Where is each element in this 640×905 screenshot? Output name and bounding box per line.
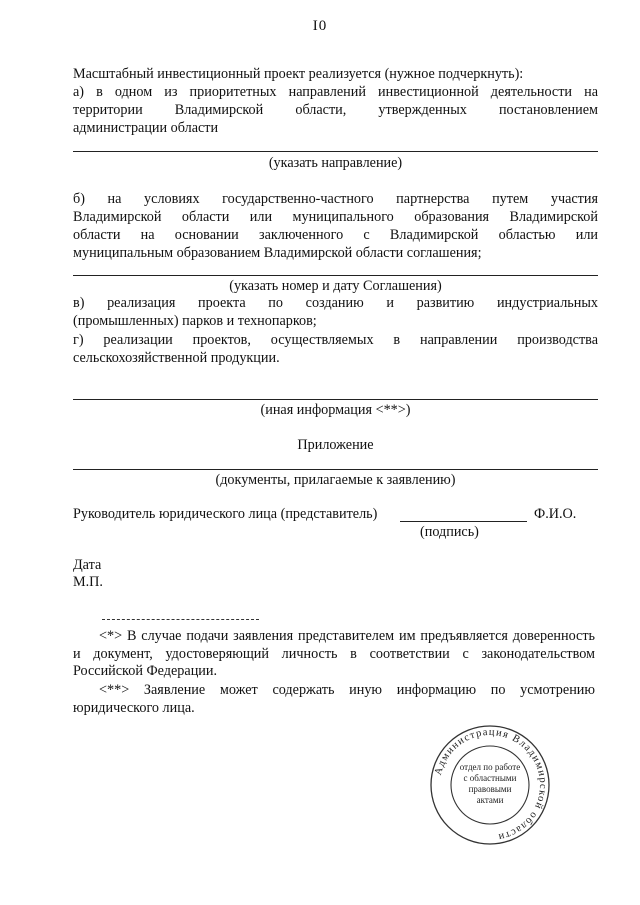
item-v-line-2: (промышленных) парков и технопарков;: [73, 313, 317, 329]
item-b-line-4: муниципальным образованием Владимирской области соглашения;: [73, 245, 482, 261]
stamp-center-line-3: правовыми: [468, 784, 512, 794]
direction-underline: [73, 151, 598, 152]
item-b-line-3: области на основании заключенного с Владимирской областью или: [73, 227, 598, 243]
agreement-caption: (указать номер и дату Соглашения): [229, 278, 442, 294]
item-a-line-1: а) в одном из приоритетных направлений инвестиционной деятельности на: [73, 84, 598, 100]
signature-caption: (подпись): [420, 524, 479, 540]
footnote-2: <**> Заявление может содержать иную информацию по усмотрению юридического лица.: [73, 682, 595, 716]
date-label: Дата: [73, 557, 102, 573]
stamp-center-line-1: отдел по работе: [459, 762, 521, 772]
documents-underline: [73, 469, 598, 470]
stamp-center-line-2: с областными: [463, 773, 517, 783]
stamp-center-line-4: актами: [476, 795, 504, 805]
direction-caption: (указать направление): [268, 155, 403, 171]
stamp-ring-text: Администрация Владимирской области: [432, 726, 549, 843]
item-b-line-1: б) на условиях государственно-частного партнерства путем участия: [73, 191, 598, 207]
intro-text: Масштабный инвестиционный проект реализуется (нужное подчеркнуть):: [73, 66, 524, 82]
footnote-1: <*> В случае подачи заявления представителем им предъявляется доверенность и документ, удостоверяющий личность в соответствии с законодательством Российской Федерации.: [73, 628, 595, 679]
other-info-underline: [73, 399, 598, 400]
agreement-underline: [73, 275, 598, 276]
item-v-line-1: в) реализация проекта по созданию и развитию индустриальных: [73, 295, 598, 311]
other-info-caption: (иная информация <**>): [260, 402, 411, 418]
item-b-line-2: Владимирской области или муниципального образования Владимирской: [73, 209, 598, 225]
documents-caption: (документы, прилагаемые к заявлению): [215, 472, 456, 488]
signature-line: [400, 521, 527, 522]
stamp-seal: [428, 723, 552, 847]
attachment-title: Приложение: [297, 437, 374, 453]
seal-label: М.П.: [73, 574, 103, 590]
item-a-line-3: администрации области: [73, 120, 219, 136]
head-label: Руководитель юридического лица (представитель): [73, 506, 378, 522]
footnote-separator: [102, 619, 259, 620]
page-number: I0: [312, 18, 328, 34]
item-g-line-1: г) реализации проектов, осуществляемых в направлении производства: [73, 332, 598, 348]
item-g-line-2: сельскохозяйственной продукции.: [73, 350, 280, 366]
fio-label: Ф.И.О.: [534, 506, 577, 522]
item-a-line-2: территории Владимирской области, утвержденных постановлением: [73, 102, 598, 118]
